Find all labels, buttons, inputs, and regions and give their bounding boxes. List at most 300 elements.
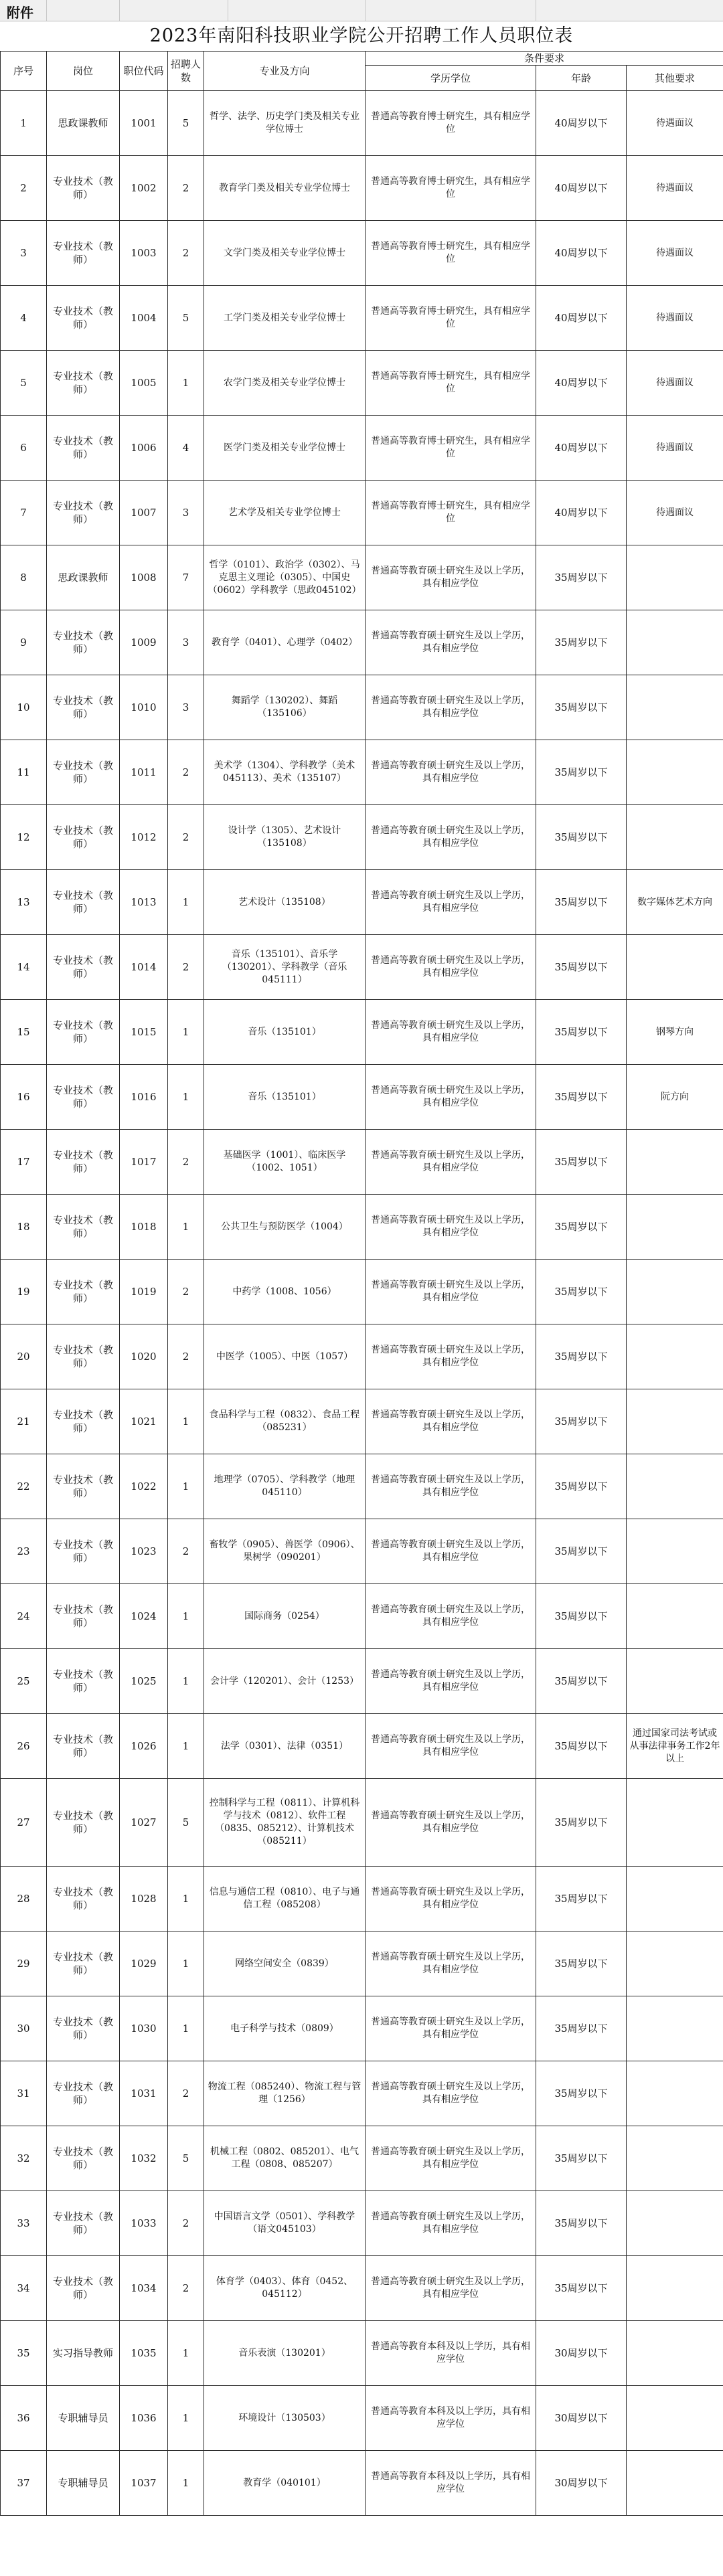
post-cell: 专业技术（教师）	[47, 1454, 120, 1519]
post-cell: 专业技术（教师）	[47, 1260, 120, 1324]
post-cell: 专业技术（教师）	[47, 1996, 120, 2061]
count-cell: 1	[168, 2386, 204, 2451]
code-cell: 1012	[120, 805, 168, 870]
age-cell: 35周岁以下	[536, 1779, 627, 1867]
education-cell: 普通高等教育硕士研究生及以上学历，具有相应学位	[366, 2126, 536, 2191]
count-cell: 1	[168, 2451, 204, 2516]
table-row	[1, 1065, 723, 1130]
table-row	[1, 1130, 723, 1195]
table-row	[1, 2386, 723, 2451]
table-row	[1, 1324, 723, 1389]
major-cell: 畜牧学（0905）、兽医学（0906）、果树学（090201）	[204, 1519, 366, 1584]
post-cell: 专业技术（教师）	[47, 1931, 120, 1996]
count-cell: 2	[168, 156, 204, 221]
count-cell: 1	[168, 1000, 204, 1065]
post-cell: 专业技术（教师）	[47, 1130, 120, 1195]
table-row	[1, 481, 723, 545]
other-cell: 钢琴方向	[627, 1000, 723, 1065]
code-cell: 1001	[120, 91, 168, 156]
code-cell: 1011	[120, 740, 168, 805]
major-cell: 教育学（040101）	[204, 2451, 366, 2516]
table-row	[1, 221, 723, 286]
other-cell	[627, 1996, 723, 2061]
count-cell: 3	[168, 675, 204, 740]
count-cell: 2	[168, 1519, 204, 1584]
age-cell: 40周岁以下	[536, 351, 627, 416]
other-cell	[627, 740, 723, 805]
education-cell: 普通高等教育硕士研究生及以上学历，具有相应学位	[366, 610, 536, 675]
education-cell: 普通高等教育硕士研究生及以上学历，具有相应学位	[366, 1931, 536, 1996]
code-cell: 1019	[120, 1260, 168, 1324]
count-cell: 5	[168, 2126, 204, 2191]
major-cell: 哲学（0101）、政治学（0302）、马克思主义理论（0305）、中国史（0602）学科教学（思政045102）	[204, 545, 366, 610]
table-row	[1, 1931, 723, 1996]
count-cell: 7	[168, 545, 204, 610]
count-cell: 1	[168, 2321, 204, 2386]
major-cell: 音乐（135101）	[204, 1065, 366, 1130]
seq-cell: 27	[1, 1779, 47, 1867]
education-cell: 普通高等教育博士研究生，具有相应学位	[366, 91, 536, 156]
code-cell: 1018	[120, 1195, 168, 1260]
table-row	[1, 2321, 723, 2386]
other-cell	[627, 2386, 723, 2451]
count-cell: 1	[168, 1649, 204, 1714]
count-cell: 1	[168, 1195, 204, 1260]
count-cell: 5	[168, 91, 204, 156]
age-cell: 30周岁以下	[536, 2386, 627, 2451]
seq-cell: 24	[1, 1584, 47, 1649]
table-row	[1, 2451, 723, 2516]
seq-cell: 34	[1, 2256, 47, 2321]
seq-cell: 26	[1, 1714, 47, 1779]
count-cell: 2	[168, 805, 204, 870]
post-cell: 专业技术（教师）	[47, 1000, 120, 1065]
major-cell: 控制科学与工程（0811）、计算机科学与技术（0812）、软件工程（0835、085212）、计算机技术（085211）	[204, 1779, 366, 1867]
post-cell: 专业技术（教师）	[47, 2191, 120, 2256]
table-row	[1, 1584, 723, 1649]
seq-cell: 28	[1, 1867, 47, 1931]
table-row	[1, 1779, 723, 1867]
post-cell: 专业技术（教师）	[47, 221, 120, 286]
code-cell: 1024	[120, 1584, 168, 1649]
code-cell: 1007	[120, 481, 168, 545]
other-cell	[627, 1649, 723, 1714]
post-cell: 专业技术（教师）	[47, 2126, 120, 2191]
header-code: 职位代码	[120, 52, 168, 91]
age-cell: 40周岁以下	[536, 221, 627, 286]
post-cell: 专职辅导员	[47, 2386, 120, 2451]
major-cell: 教育学门类及相关专业学位博士	[204, 156, 366, 221]
table-row	[1, 1649, 723, 1714]
seq-cell: 6	[1, 416, 47, 481]
table-row	[1, 1260, 723, 1324]
table-row	[1, 156, 723, 221]
seq-cell: 3	[1, 221, 47, 286]
education-cell: 普通高等教育硕士研究生及以上学历，具有相应学位	[366, 1519, 536, 1584]
post-cell: 实习指导教师	[47, 2321, 120, 2386]
age-cell: 40周岁以下	[536, 286, 627, 351]
seq-cell: 5	[1, 351, 47, 416]
education-cell: 普通高等教育硕士研究生及以上学历，具有相应学位	[366, 1260, 536, 1324]
other-cell	[627, 1389, 723, 1454]
other-cell	[627, 1867, 723, 1931]
positions-table	[0, 51, 723, 2516]
major-cell: 中药学（1008、1056）	[204, 1260, 366, 1324]
education-cell: 普通高等教育硕士研究生及以上学历，具有相应学位	[366, 675, 536, 740]
header-post: 岗位	[47, 52, 120, 91]
other-cell	[627, 805, 723, 870]
other-cell	[627, 1454, 723, 1519]
count-cell: 3	[168, 481, 204, 545]
post-cell: 专业技术（教师）	[47, 1324, 120, 1389]
education-cell: 普通高等教育硕士研究生及以上学历，具有相应学位	[366, 1649, 536, 1714]
age-cell: 35周岁以下	[536, 2061, 627, 2126]
education-cell: 普通高等教育硕士研究生及以上学历，具有相应学位	[366, 1584, 536, 1649]
major-cell: 音乐（135101）	[204, 1000, 366, 1065]
code-cell: 1025	[120, 1649, 168, 1714]
post-cell: 专业技术（教师）	[47, 1867, 120, 1931]
post-cell: 专业技术（教师）	[47, 351, 120, 416]
education-cell: 普通高等教育硕士研究生及以上学历，具有相应学位	[366, 1389, 536, 1454]
other-cell	[627, 2191, 723, 2256]
table-row	[1, 1519, 723, 1584]
age-cell: 35周岁以下	[536, 2256, 627, 2321]
other-cell: 待遇面议	[627, 286, 723, 351]
major-cell: 艺术设计（135108）	[204, 870, 366, 935]
education-cell: 普通高等教育硕士研究生及以上学历，具有相应学位	[366, 1130, 536, 1195]
age-cell: 35周岁以下	[536, 675, 627, 740]
post-cell: 专业技术（教师）	[47, 1714, 120, 1779]
spreadsheet-header-strip	[0, 0, 723, 21]
code-cell: 1037	[120, 2451, 168, 2516]
code-cell: 1006	[120, 416, 168, 481]
major-cell: 医学门类及相关专业学位博士	[204, 416, 366, 481]
major-cell: 哲学、法学、历史学门类及相关专业学位博士	[204, 91, 366, 156]
seq-cell: 30	[1, 1996, 47, 2061]
age-cell: 40周岁以下	[536, 416, 627, 481]
code-cell: 1017	[120, 1130, 168, 1195]
grid-line	[365, 0, 366, 21]
count-cell: 1	[168, 1389, 204, 1454]
code-cell: 1004	[120, 286, 168, 351]
post-cell: 专业技术（教师）	[47, 1389, 120, 1454]
education-cell: 普通高等教育本科及以上学历，具有相应学位	[366, 2386, 536, 2451]
post-cell: 专业技术（教师）	[47, 481, 120, 545]
table-row	[1, 610, 723, 675]
other-cell: 待遇面议	[627, 351, 723, 416]
table-row	[1, 870, 723, 935]
post-cell: 专业技术（教师）	[47, 1584, 120, 1649]
table-row	[1, 1000, 723, 1065]
age-cell: 35周岁以下	[536, 870, 627, 935]
education-cell: 普通高等教育硕士研究生及以上学历，具有相应学位	[366, 1867, 536, 1931]
count-cell: 2	[168, 2061, 204, 2126]
seq-cell: 22	[1, 1454, 47, 1519]
header-education: 学历学位	[366, 66, 536, 91]
seq-cell: 1	[1, 91, 47, 156]
table-row	[1, 2256, 723, 2321]
count-cell: 1	[168, 1065, 204, 1130]
seq-cell: 18	[1, 1195, 47, 1260]
other-cell	[627, 1779, 723, 1867]
code-cell: 1008	[120, 545, 168, 610]
seq-cell: 2	[1, 156, 47, 221]
header-conditions: 条件要求	[366, 52, 723, 66]
post-cell: 思政课教师	[47, 91, 120, 156]
major-cell: 食品科学与工程（0832）、食品工程（085231）	[204, 1389, 366, 1454]
code-cell: 1035	[120, 2321, 168, 2386]
age-cell: 35周岁以下	[536, 1065, 627, 1130]
age-cell: 35周岁以下	[536, 805, 627, 870]
seq-cell: 8	[1, 545, 47, 610]
age-cell: 35周岁以下	[536, 2126, 627, 2191]
age-cell: 35周岁以下	[536, 1714, 627, 1779]
table-row	[1, 1996, 723, 2061]
header-major: 专业及方向	[204, 52, 366, 91]
age-cell: 35周岁以下	[536, 1867, 627, 1931]
code-cell: 1009	[120, 610, 168, 675]
table-row	[1, 91, 723, 156]
code-cell: 1003	[120, 221, 168, 286]
code-cell: 1033	[120, 2191, 168, 2256]
other-cell	[627, 1260, 723, 1324]
age-cell: 35周岁以下	[536, 1996, 627, 2061]
major-cell: 地理学（0705）、学科教学（地理045110）	[204, 1454, 366, 1519]
table-row	[1, 1714, 723, 1779]
seq-cell: 36	[1, 2386, 47, 2451]
count-cell: 2	[168, 1130, 204, 1195]
major-cell: 机械工程（0802、085201）、电气工程（0808、085207）	[204, 2126, 366, 2191]
count-cell: 2	[168, 221, 204, 286]
count-cell: 1	[168, 1714, 204, 1779]
major-cell: 公共卫生与预防医学（1004）	[204, 1195, 366, 1260]
code-cell: 1015	[120, 1000, 168, 1065]
count-cell: 2	[168, 1324, 204, 1389]
major-cell: 农学门类及相关专业学位博士	[204, 351, 366, 416]
education-cell: 普通高等教育硕士研究生及以上学历，具有相应学位	[366, 2256, 536, 2321]
table-row	[1, 1195, 723, 1260]
grid-line	[46, 0, 47, 21]
seq-cell: 35	[1, 2321, 47, 2386]
other-cell	[627, 610, 723, 675]
other-cell	[627, 675, 723, 740]
education-cell: 普通高等教育硕士研究生及以上学历，具有相应学位	[366, 545, 536, 610]
count-cell: 1	[168, 351, 204, 416]
major-cell: 中国语言文学（0501）、学科教学（语文045103）	[204, 2191, 366, 2256]
code-cell: 1014	[120, 935, 168, 1000]
seq-cell: 23	[1, 1519, 47, 1584]
seq-cell: 12	[1, 805, 47, 870]
other-cell: 待遇面议	[627, 416, 723, 481]
education-cell: 普通高等教育硕士研究生及以上学历，具有相应学位	[366, 1195, 536, 1260]
code-cell: 1016	[120, 1065, 168, 1130]
seq-cell: 25	[1, 1649, 47, 1714]
seq-cell: 20	[1, 1324, 47, 1389]
major-cell: 网络空间安全（0839）	[204, 1931, 366, 1996]
code-cell: 1026	[120, 1714, 168, 1779]
major-cell: 会计学（120201）、会计（1253）	[204, 1649, 366, 1714]
education-cell: 普通高等教育博士研究生，具有相应学位	[366, 481, 536, 545]
table-row	[1, 2126, 723, 2191]
education-cell: 普通高等教育博士研究生，具有相应学位	[366, 156, 536, 221]
code-cell: 1005	[120, 351, 168, 416]
other-cell: 待遇面议	[627, 221, 723, 286]
education-cell: 普通高等教育硕士研究生及以上学历，具有相应学位	[366, 1714, 536, 1779]
age-cell: 35周岁以下	[536, 1649, 627, 1714]
education-cell: 普通高等教育本科及以上学历，具有相应学位	[366, 2451, 536, 2516]
major-cell: 物流工程（085240）、物流工程与管理（1256）	[204, 2061, 366, 2126]
post-cell: 专业技术（教师）	[47, 610, 120, 675]
table-row	[1, 1867, 723, 1931]
age-cell: 30周岁以下	[536, 2451, 627, 2516]
education-cell: 普通高等教育硕士研究生及以上学历，具有相应学位	[366, 1000, 536, 1065]
other-cell	[627, 545, 723, 610]
age-cell: 35周岁以下	[536, 2191, 627, 2256]
other-cell	[627, 2451, 723, 2516]
seq-cell: 15	[1, 1000, 47, 1065]
age-cell: 35周岁以下	[536, 1000, 627, 1065]
seq-cell: 9	[1, 610, 47, 675]
other-cell	[627, 1519, 723, 1584]
post-cell: 思政课教师	[47, 545, 120, 610]
major-cell: 音乐表演（130201）	[204, 2321, 366, 2386]
seq-cell: 33	[1, 2191, 47, 2256]
count-cell: 1	[168, 1931, 204, 1996]
seq-cell: 16	[1, 1065, 47, 1130]
table-row	[1, 675, 723, 740]
post-cell: 专业技术（教师）	[47, 1519, 120, 1584]
code-cell: 1021	[120, 1389, 168, 1454]
other-cell	[627, 2061, 723, 2126]
post-cell: 专业技术（教师）	[47, 1779, 120, 1867]
education-cell: 普通高等教育硕士研究生及以上学历，具有相应学位	[366, 1324, 536, 1389]
code-cell: 1032	[120, 2126, 168, 2191]
education-cell: 普通高等教育硕士研究生及以上学历，具有相应学位	[366, 935, 536, 1000]
table-row	[1, 740, 723, 805]
other-cell: 待遇面议	[627, 91, 723, 156]
other-cell: 阮方向	[627, 1065, 723, 1130]
seq-cell: 10	[1, 675, 47, 740]
major-cell: 信息与通信工程（0810）、电子与通信工程（085208）	[204, 1867, 366, 1931]
count-cell: 5	[168, 286, 204, 351]
count-cell: 2	[168, 2256, 204, 2321]
seq-cell: 21	[1, 1389, 47, 1454]
education-cell: 普通高等教育博士研究生，具有相应学位	[366, 351, 536, 416]
code-cell: 1002	[120, 156, 168, 221]
post-cell: 专业技术（教师）	[47, 2061, 120, 2126]
age-cell: 40周岁以下	[536, 91, 627, 156]
seq-cell: 29	[1, 1931, 47, 1996]
education-cell: 普通高等教育博士研究生，具有相应学位	[366, 286, 536, 351]
major-cell: 设计学（1305）、艺术设计（135108）	[204, 805, 366, 870]
grid-line	[119, 0, 120, 21]
age-cell: 35周岁以下	[536, 1195, 627, 1260]
table-body	[1, 91, 723, 2516]
seq-cell: 13	[1, 870, 47, 935]
major-cell: 教育学（0401）、心理学（0402）	[204, 610, 366, 675]
other-cell: 待遇面议	[627, 156, 723, 221]
major-cell: 舞蹈学（130202）、舞蹈（135106）	[204, 675, 366, 740]
education-cell: 普通高等教育硕士研究生及以上学历，具有相应学位	[366, 1065, 536, 1130]
age-cell: 35周岁以下	[536, 1324, 627, 1389]
major-cell: 环境设计（130503）	[204, 2386, 366, 2451]
code-cell: 1028	[120, 1867, 168, 1931]
count-cell: 2	[168, 740, 204, 805]
count-cell: 1	[168, 870, 204, 935]
header-age: 年龄	[536, 66, 627, 91]
seq-cell: 7	[1, 481, 47, 545]
header-other: 其他要求	[627, 66, 723, 91]
code-cell: 1022	[120, 1454, 168, 1519]
age-cell: 35周岁以下	[536, 935, 627, 1000]
code-cell: 1031	[120, 2061, 168, 2126]
age-cell: 35周岁以下	[536, 1519, 627, 1584]
major-cell: 电子科学与技术（0809）	[204, 1996, 366, 2061]
count-cell: 2	[168, 935, 204, 1000]
other-cell	[627, 2321, 723, 2386]
count-cell: 1	[168, 1867, 204, 1931]
education-cell: 普通高等教育硕士研究生及以上学历，具有相应学位	[366, 740, 536, 805]
post-cell: 专职辅导员	[47, 2451, 120, 2516]
seq-cell: 31	[1, 2061, 47, 2126]
post-cell: 专业技术（教师）	[47, 1649, 120, 1714]
seq-cell: 4	[1, 286, 47, 351]
age-cell: 35周岁以下	[536, 1454, 627, 1519]
age-cell: 30周岁以下	[536, 2321, 627, 2386]
post-cell: 专业技术（教师）	[47, 2256, 120, 2321]
other-cell: 数字媒体艺术方向	[627, 870, 723, 935]
post-cell: 专业技术（教师）	[47, 805, 120, 870]
education-cell: 普通高等教育硕士研究生及以上学历，具有相应学位	[366, 2061, 536, 2126]
age-cell: 35周岁以下	[536, 610, 627, 675]
major-cell: 法学（0301）、法律（0351）	[204, 1714, 366, 1779]
other-cell	[627, 1324, 723, 1389]
education-cell: 普通高等教育硕士研究生及以上学历，具有相应学位	[366, 1779, 536, 1867]
seq-cell: 14	[1, 935, 47, 1000]
code-cell: 1029	[120, 1931, 168, 1996]
major-cell: 体育学（0403）、体育（0452、045112）	[204, 2256, 366, 2321]
education-cell: 普通高等教育本科及以上学历，具有相应学位	[366, 2321, 536, 2386]
education-cell: 普通高等教育硕士研究生及以上学历，具有相应学位	[366, 1454, 536, 1519]
other-cell	[627, 1195, 723, 1260]
post-cell: 专业技术（教师）	[47, 675, 120, 740]
age-cell: 35周岁以下	[536, 1130, 627, 1195]
post-cell: 专业技术（教师）	[47, 870, 120, 935]
post-cell: 专业技术（教师）	[47, 1195, 120, 1260]
major-cell: 中医学（1005）、中医（1057）	[204, 1324, 366, 1389]
page-title: 2023年南阳科技职业学院公开招聘工作人员职位表	[149, 25, 574, 46]
education-cell: 普通高等教育硕士研究生及以上学历，具有相应学位	[366, 2191, 536, 2256]
code-cell: 1020	[120, 1324, 168, 1389]
other-cell	[627, 2256, 723, 2321]
post-cell: 专业技术（教师）	[47, 286, 120, 351]
count-cell: 1	[168, 1584, 204, 1649]
count-cell: 3	[168, 610, 204, 675]
other-cell: 待遇面议	[627, 481, 723, 545]
post-cell: 专业技术（教师）	[47, 416, 120, 481]
age-cell: 35周岁以下	[536, 1584, 627, 1649]
seq-cell: 37	[1, 2451, 47, 2516]
other-cell	[627, 1931, 723, 1996]
code-cell: 1023	[120, 1519, 168, 1584]
other-cell	[627, 1130, 723, 1195]
code-cell: 1034	[120, 2256, 168, 2321]
age-cell: 40周岁以下	[536, 156, 627, 221]
major-cell: 基础医学（1001）、临床医学（1002、1051）	[204, 1130, 366, 1195]
table-row	[1, 805, 723, 870]
table-row	[1, 286, 723, 351]
age-cell: 35周岁以下	[536, 1931, 627, 1996]
